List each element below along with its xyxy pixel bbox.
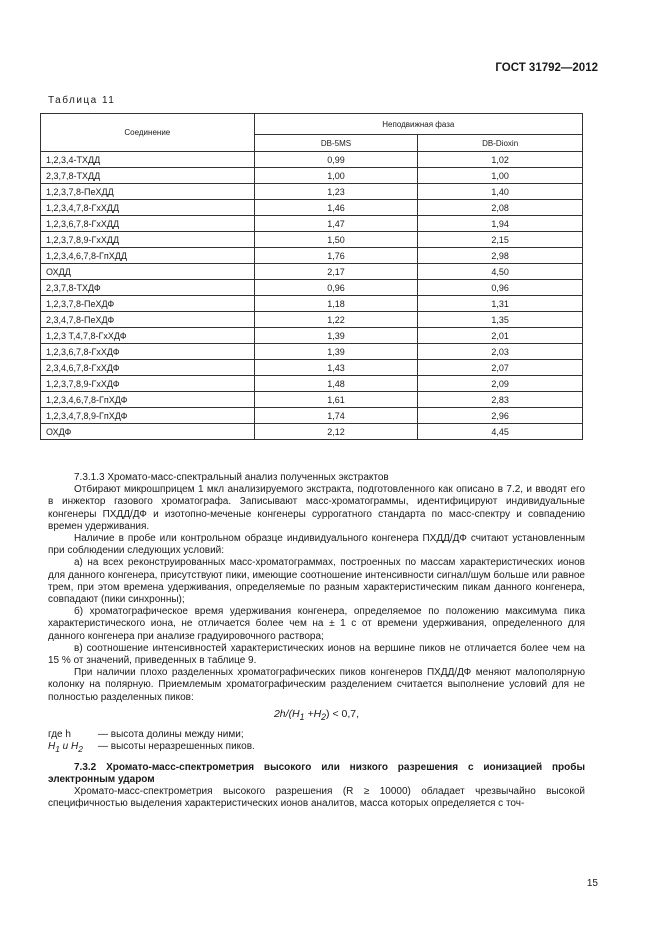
dbdioxin-cell: 1,35 xyxy=(418,312,583,328)
db5ms-cell: 1,46 xyxy=(254,200,418,216)
dbdioxin-cell: 1,00 xyxy=(418,168,583,184)
col-header-compound: Соединение xyxy=(41,114,255,152)
compound-cell: 2,3,7,8-ТХДД xyxy=(41,168,255,184)
dbdioxin-cell: 2,98 xyxy=(418,248,583,264)
db5ms-cell: 1,50 xyxy=(254,232,418,248)
table-row xyxy=(41,264,583,280)
db5ms-cell: 1,23 xyxy=(254,184,418,200)
dbdioxin-cell: 2,09 xyxy=(418,376,583,392)
table-row xyxy=(41,232,583,248)
section-7-3-1-3: 7.3.1.3 Хромато-масс-спектральный анализ полученных экстрактов xyxy=(74,472,389,483)
compound-cell: 2,3,4,7,8-ПеХДФ xyxy=(41,312,255,328)
db5ms-cell: 1,61 xyxy=(254,392,418,408)
dbdioxin-cell: 1,40 xyxy=(418,184,583,200)
compound-cell: 1,2,3,4,6,7,8-ГпХДФ xyxy=(41,392,255,408)
section-7-3-2-heading: 7.3.2 Хромато-масс-спектрометрия высокого или низкого разрешения с ионизацией пробы электронным ударом xyxy=(48,761,585,785)
table-row xyxy=(41,152,583,168)
table-row xyxy=(41,360,583,376)
condition-a: а) на всех реконструированных масс-хроматограммах, построенных по массам характеристических ионов для данного конгенера, присутствуют пики, имеющие соотношение интенсивности сигнал/шум больше или равное трем, при этом времена удерживания, определяемые по разным характеристическим пикам данного конгенера, совпадают (пики синхронны); xyxy=(48,557,585,606)
db5ms-cell: 1,48 xyxy=(254,376,418,392)
table-row xyxy=(41,376,583,392)
retention-table xyxy=(40,113,583,440)
formula-definitions xyxy=(48,729,585,755)
table-row xyxy=(41,216,583,232)
paragraph: При наличии плохо разделенных хроматографических пиков конгенеров ПХДД/ДФ меняют малополярную колонку на полярную. Приемлемым хроматографическим разделением считается выполнение условий для не полностью разделенных пиков: xyxy=(48,667,585,703)
table-row xyxy=(41,248,583,264)
db5ms-cell: 1,22 xyxy=(254,312,418,328)
col-header-db5ms: DB-5MS xyxy=(254,135,418,152)
compound-cell: 1,2,3,7,8-ПеХДД xyxy=(41,184,255,200)
dbdioxin-cell: 2,96 xyxy=(418,408,583,424)
paragraph: Хромато-масс-спектрометрия высокого разрешения (R ≥ 10000) обладает чрезвычайно высокой специфичностью выделения характеристических ионов аналитов, масса которых определяется с точ- xyxy=(48,785,585,810)
table-row xyxy=(41,392,583,408)
compound-cell: 1,2,3,7,8,9-ГхХДФ xyxy=(41,376,255,392)
body-text xyxy=(48,472,585,810)
table-row xyxy=(41,200,583,216)
dbdioxin-cell: 2,03 xyxy=(418,344,583,360)
db5ms-cell: 0,96 xyxy=(254,280,418,296)
dbdioxin-cell: 4,45 xyxy=(418,424,583,440)
compound-cell: 1,2,3,4-ТХДД xyxy=(41,152,255,168)
dbdioxin-cell: 1,02 xyxy=(418,152,583,168)
definition-row: где h — высота долины между ними; xyxy=(48,729,244,741)
paragraph: Отбирают микрошприцем 1 мкл анализируемого экстракта, подготовленного как описано в 7.2, и вводят его в инжектор газового хроматографа. Записывают масс-хроматограммы, идентифицируют индивидуальные конгенеры ПХДД/ДФ и изотопно-меченые конгенеры суррогатного стандарта по масс-спектру и совпадению времен удерживания. xyxy=(48,484,585,532)
compound-cell: 1,2,3,7,8,9-ГхХДД xyxy=(41,232,255,248)
compound-cell: 1,2,3,6,7,8-ГхХДФ xyxy=(41,344,255,360)
compound-cell: 1,2,3 Т,4,7,8-ГхХДФ xyxy=(41,328,255,344)
dbdioxin-cell: 1,31 xyxy=(418,296,583,312)
dbdioxin-cell: 4,50 xyxy=(418,264,583,280)
compound-cell: ОХДД xyxy=(41,264,255,280)
table-row xyxy=(41,408,583,424)
table-row xyxy=(41,344,583,360)
db5ms-cell: 2,12 xyxy=(254,424,418,440)
db5ms-cell: 1,74 xyxy=(254,408,418,424)
compound-cell: ОХДФ xyxy=(41,424,255,440)
db5ms-cell: 1,47 xyxy=(254,216,418,232)
table-row xyxy=(41,296,583,312)
condition-b: б) хроматографическое время удерживания конгенера, определяемое по положению максимума пика характеристического иона, не отличается более чем на ± 1 с от времени удерживания, определенного для данного конгенера при анализе градуировочного раствора; xyxy=(48,606,585,642)
db5ms-cell: 1,18 xyxy=(254,296,418,312)
document-code: ГОСТ 31792—2012 xyxy=(495,62,598,74)
table-row xyxy=(41,312,583,328)
compound-cell: 1,2,3,4,7,8,9-ГпХДФ xyxy=(41,408,255,424)
table-caption: Таблица 11 xyxy=(48,95,116,106)
compound-cell: 1,2,3,4,6,7,8-ГпХДД xyxy=(41,248,255,264)
condition-c: в) соотношение интенсивностей характеристических ионов на вершине пиков не отличается более чем на 15 % от значений, приведенных в таблице 9. xyxy=(48,642,585,667)
compound-cell: 1,2,3,6,7,8-ГхХДД xyxy=(41,216,255,232)
col-header-dbdioxin: DB-Dioxin xyxy=(418,135,583,152)
definition-row: $H_1$ и $H_2$ — высоты неразрешенных пиков. xyxy=(48,741,255,755)
compound-cell: 2,3,4,6,7,8-ГхХДФ xyxy=(41,360,255,376)
compound-cell: 2,3,7,8-ТХДФ xyxy=(41,280,255,296)
table-row xyxy=(41,328,583,344)
formula: $2h/(H_1 +H_2) < 0,7$, xyxy=(273,707,360,722)
table-row xyxy=(41,424,583,440)
page-number: 15 xyxy=(586,878,598,889)
db5ms-cell: 2,17 xyxy=(254,264,418,280)
db5ms-cell: 1,39 xyxy=(254,328,418,344)
db5ms-cell: 1,39 xyxy=(254,344,418,360)
compound-cell: 1,2,3,4,7,8-ГхХДД xyxy=(41,200,255,216)
dbdioxin-cell: 2,01 xyxy=(418,328,583,344)
table-row xyxy=(41,184,583,200)
paragraph: Наличие в пробе или контрольном образце индивидуального конгенера ПХДД/ДФ считают установленным при соблюдении следующих условий: xyxy=(48,533,585,557)
dbdioxin-cell: 2,15 xyxy=(418,232,583,248)
db5ms-cell: 1,00 xyxy=(254,168,418,184)
db5ms-cell: 0,99 xyxy=(254,152,418,168)
dbdioxin-cell: 2,07 xyxy=(418,360,583,376)
col-header-phase: Неподвижная фаза xyxy=(254,114,582,135)
db5ms-cell: 1,43 xyxy=(254,360,418,376)
compound-cell: 1,2,3,7,8-ПеХДФ xyxy=(41,296,255,312)
table-row xyxy=(41,280,583,296)
dbdioxin-cell: 2,83 xyxy=(418,392,583,408)
dbdioxin-cell: 1,94 xyxy=(418,216,583,232)
table-row xyxy=(41,168,583,184)
dbdioxin-cell: 0,96 xyxy=(418,280,583,296)
db5ms-cell: 1,76 xyxy=(254,248,418,264)
dbdioxin-cell: 2,08 xyxy=(418,200,583,216)
